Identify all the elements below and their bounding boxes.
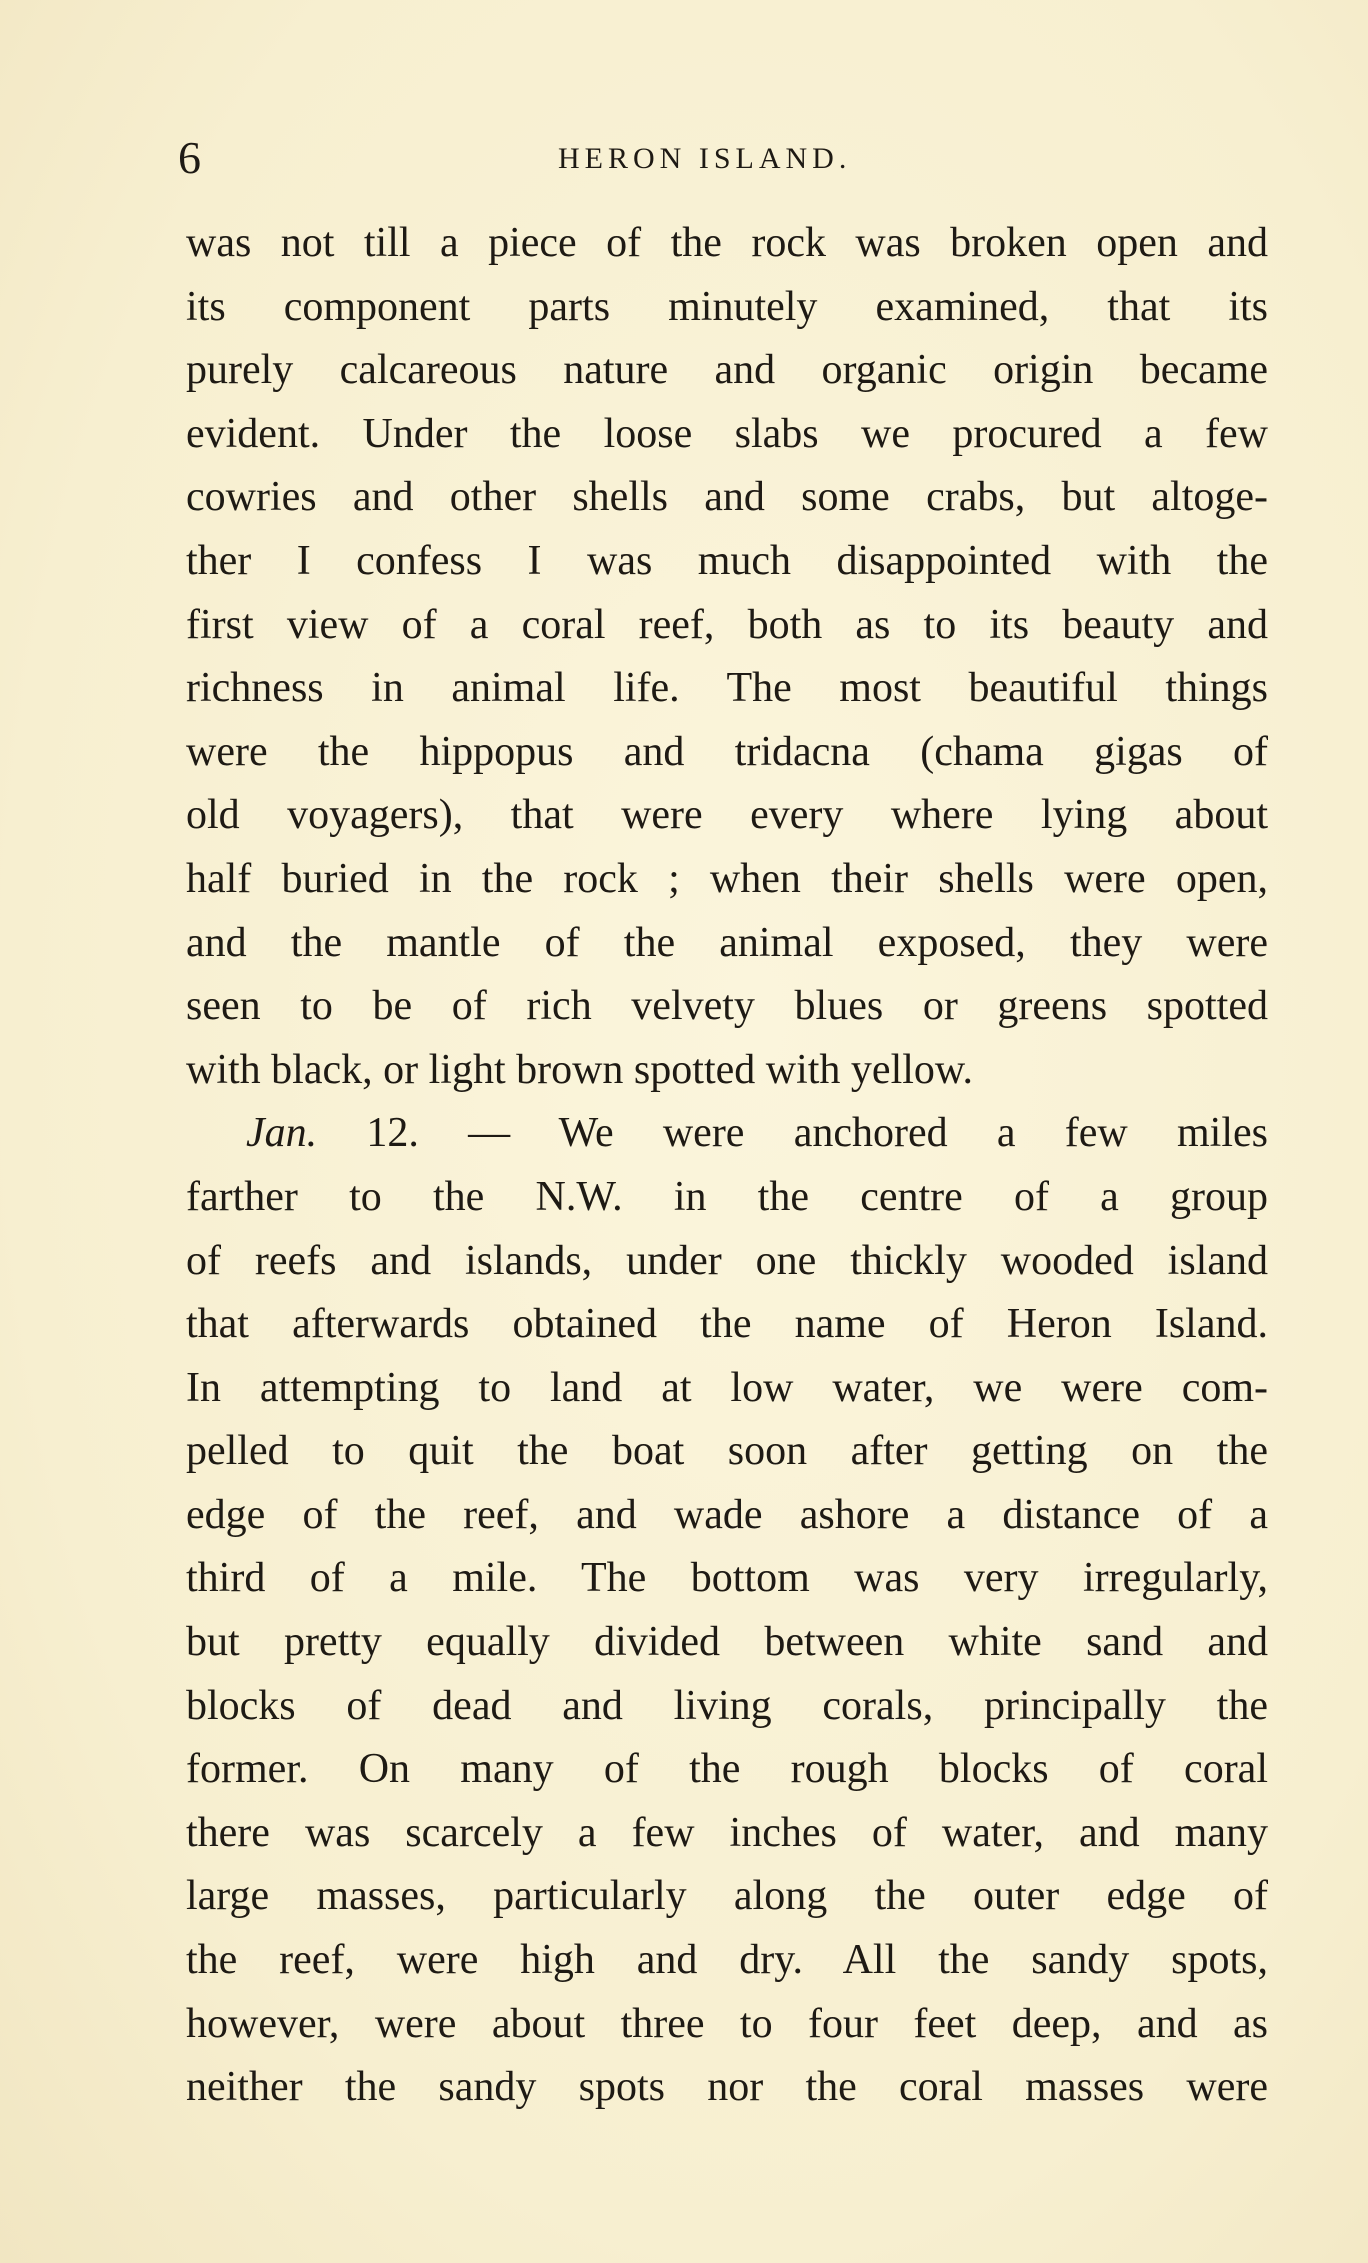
text-line: blocks of dead and living corals, principally the: [186, 1682, 1268, 1729]
text-line: farther to the N.W. in the centre of a group: [186, 1173, 1268, 1220]
text-line: old voyagers), that were every where lying about: [186, 792, 1268, 839]
text-line: was not till a piece of the rock was broken open and: [186, 220, 1268, 266]
page-header: [178, 128, 1270, 188]
text-line: seen to be of rich velvety blues or greens spotted: [186, 983, 1268, 1030]
text-line: richness in animal life. The most beautiful things: [186, 665, 1268, 712]
text-line: edge of the reef, and wade ashore a distance of a: [186, 1491, 1268, 1538]
text-line: In attempting to land at low water, we were com-: [186, 1364, 1268, 1411]
running-title: HERON ISLAND.: [558, 142, 852, 175]
text-line: its component parts minutely examined, that its: [186, 283, 1268, 330]
text-line: half buried in the rock ; when their shells were open,: [186, 855, 1268, 902]
text-line: purely calcareous nature and organic origin became: [186, 347, 1268, 394]
date-label: Jan.: [246, 1110, 318, 1157]
text-line: of reefs and islands, under one thickly wooded island: [186, 1237, 1268, 1284]
text-line: the reef, were high and dry. All the sandy spots,: [186, 1937, 1268, 1984]
text-line: cowries and other shells and some crabs, but altoge-: [186, 474, 1268, 521]
text-line: were the hippopus and tridacna (chama gigas of: [186, 728, 1268, 775]
text-line: pelled to quit the boat soon after getting on the: [186, 1428, 1268, 1475]
page-number: 6: [178, 132, 201, 183]
text-line: third of a mile. The bottom was very irregularly,: [186, 1555, 1268, 1602]
text-line: there was scarcely a few inches of water, and many: [186, 1809, 1268, 1856]
text-line: first view of a coral reef, both as to its beauty and: [186, 601, 1268, 648]
text-line: that afterwards obtained the name of Heron Island.: [186, 1301, 1268, 1348]
text-line: but pretty equally divided between white sand and: [186, 1619, 1268, 1666]
text-line: former. On many of the rough blocks of coral: [186, 1746, 1268, 1793]
text-line: ther I confess I was much disappointed with the: [186, 537, 1268, 584]
text-line: and the mantle of the animal exposed, they were: [186, 919, 1268, 966]
text-line: with black, or light brown spotted with yellow.: [186, 1046, 974, 1093]
text-line: however, were about three to four feet deep, and as: [186, 2000, 1268, 2047]
text-line-dated-entry: Jan. 12. — We were anchored a few miles: [246, 1110, 1268, 1157]
text-line: evident. Under the loose slabs we procured a few: [186, 410, 1268, 457]
text-line: large masses, particularly along the outer edge of: [186, 1873, 1268, 1920]
body-text: [186, 212, 1268, 2120]
text-line: neither the sandy spots nor the coral masses were: [186, 2064, 1268, 2111]
